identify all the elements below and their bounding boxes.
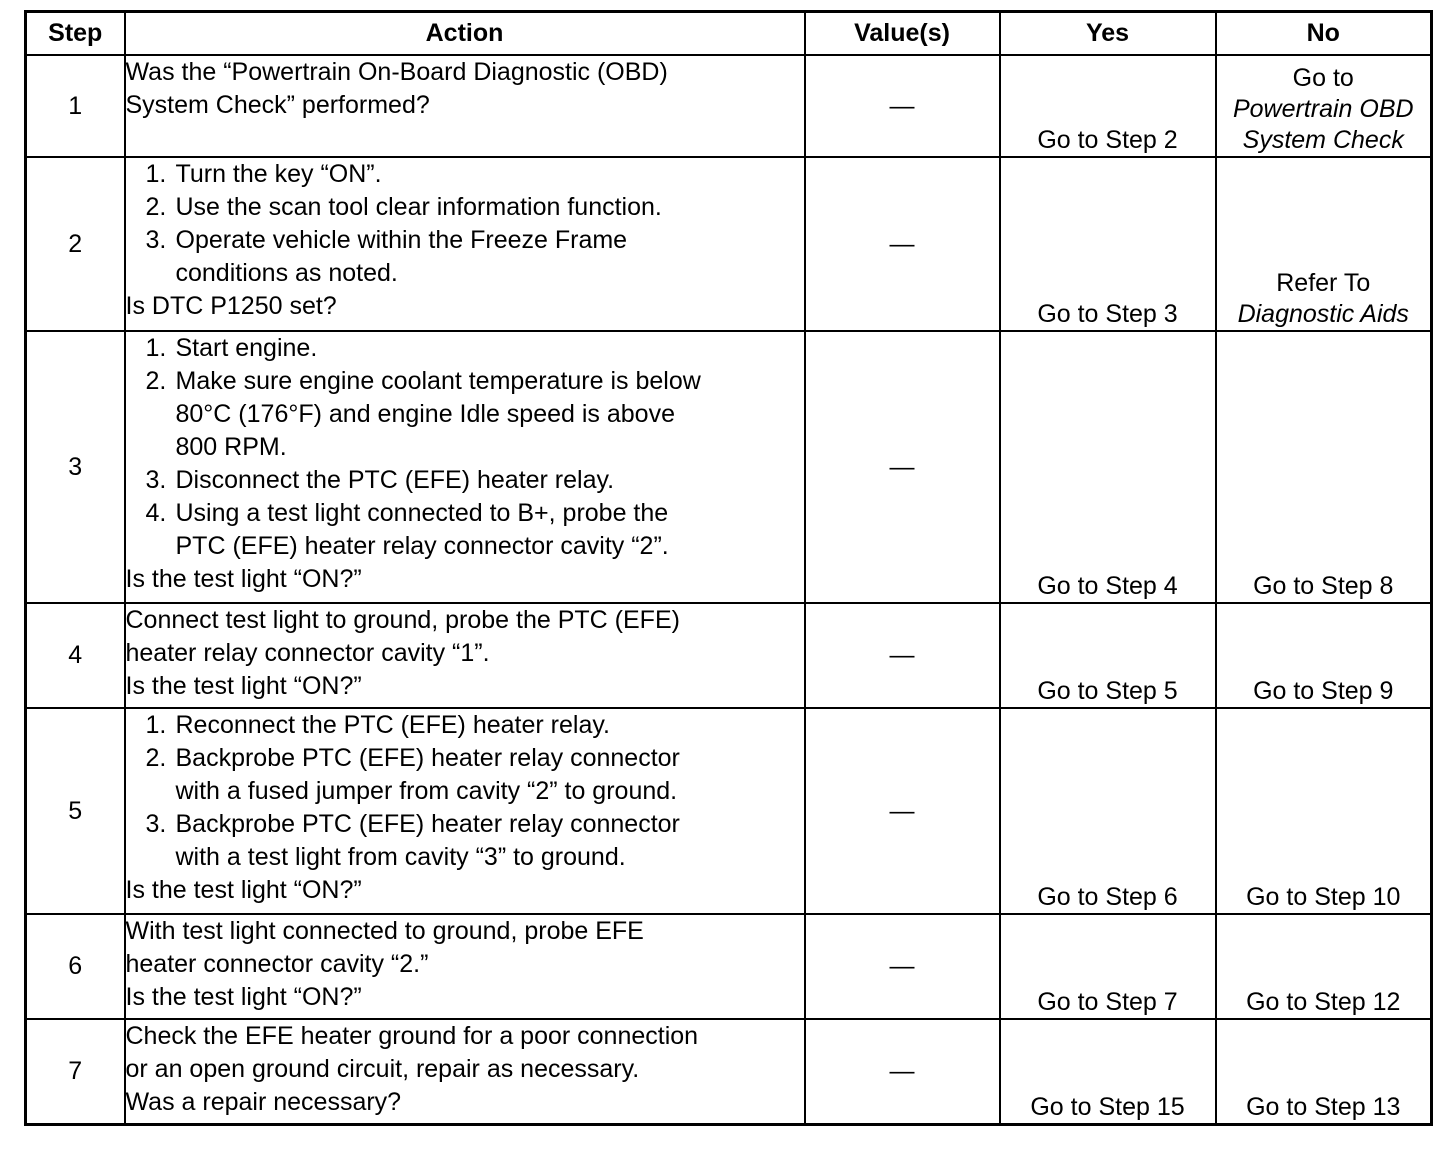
step-number: 3 [26, 331, 125, 603]
action-step-line: conditions as noted. [175, 259, 398, 287]
action-step-text [176, 365, 804, 464]
action-cell [125, 1019, 805, 1124]
action-text: Was the “Powertrain On-Board Diagnostic (OBD) [125, 58, 668, 86]
yes-result: Go to Step 4 [1037, 572, 1178, 600]
action-text: heater relay connector cavity “1”. [125, 639, 490, 667]
header-yes: Yes [1000, 12, 1216, 56]
action-step-item [146, 191, 804, 224]
no-reference: Diagnostic Aids [1237, 300, 1409, 328]
value-cell [805, 603, 1000, 708]
action-step-line: PTC (EFE) heater relay connector cavity “2”. [175, 532, 669, 560]
action-step-text [176, 191, 804, 224]
no-reference: Powertrain OBD [1232, 95, 1414, 123]
no-reference: System Check [1242, 126, 1404, 154]
action-step-item [146, 464, 804, 497]
step-number: 4 [26, 603, 125, 708]
yes-result: Go to Step 3 [1037, 300, 1178, 328]
action-step-text [176, 808, 804, 874]
value-dash: — [889, 91, 915, 120]
table-row [26, 55, 1432, 157]
value-cell [805, 55, 1000, 157]
action-step-text [176, 497, 804, 563]
value-dash: — [889, 229, 915, 258]
value-cell [805, 1019, 1000, 1124]
yes-result: Go to Step 7 [1037, 988, 1178, 1016]
header-row [26, 12, 1432, 56]
step-number: 1 [26, 55, 125, 157]
yes-result: Go to Step 6 [1037, 883, 1178, 911]
yes-result: Go to Step 2 [1037, 126, 1178, 154]
no-result: Go to Step 9 [1253, 677, 1394, 705]
action-step-text [176, 742, 804, 808]
header-values: Value(s) [805, 12, 1000, 56]
value-cell [805, 914, 1000, 1019]
yes-cell [1000, 157, 1216, 331]
action-cell [125, 708, 805, 914]
action-step-item [146, 158, 804, 191]
table-row [26, 914, 1432, 1019]
action-step-line: Backprobe PTC (EFE) heater relay connector [175, 810, 680, 838]
action-step-line: Operate vehicle within the Freeze Frame [175, 226, 628, 254]
header-no: No [1216, 12, 1432, 56]
no-result: Go to Step 10 [1246, 883, 1401, 911]
header-step: Step [26, 12, 125, 56]
no-cell [1216, 331, 1432, 603]
action-step-item [146, 742, 804, 808]
step-number: 7 [26, 1019, 125, 1124]
yes-cell [1000, 603, 1216, 708]
no-cell [1216, 55, 1432, 157]
action-step-line: Using a test light connected to B+, probe the [175, 499, 669, 527]
action-text: or an open ground circuit, repair as necessary. [125, 1055, 640, 1083]
value-cell [805, 157, 1000, 331]
action-step-line: Start engine. [175, 334, 318, 362]
action-step-number: 1. [145, 160, 167, 188]
table-row [26, 157, 1432, 331]
action-step-line: Make sure engine coolant temperature is below [175, 367, 701, 395]
action-step-line: with a fused jumper from cavity “2” to ground. [175, 777, 678, 805]
yes-cell [1000, 914, 1216, 1019]
action-step-number: 4. [145, 499, 167, 527]
no-cell [1216, 914, 1432, 1019]
diagnostic-table [24, 10, 1433, 1126]
action-question: Is the test light “ON?” [125, 565, 362, 593]
action-cell [125, 914, 805, 1019]
action-question: Is DTC P1250 set? [125, 292, 337, 320]
action-step-text [176, 332, 804, 365]
no-result: Go to Step 13 [1246, 1092, 1401, 1121]
action-question: Is the test light “ON?” [125, 672, 362, 700]
table-row [26, 708, 1432, 914]
value-cell [805, 708, 1000, 914]
no-cell [1216, 708, 1432, 914]
action-text: With test light connected to ground, probe EFE [125, 917, 644, 945]
action-step-text [176, 224, 804, 290]
action-step-line: Disconnect the PTC (EFE) heater relay. [175, 466, 615, 494]
action-steps-list [126, 158, 804, 290]
action-step-number: 3. [145, 226, 167, 254]
no-result: Refer To [1276, 269, 1371, 297]
action-step-line: Turn the key “ON”. [175, 160, 382, 188]
yes-cell [1000, 55, 1216, 157]
header-action: Action [125, 12, 805, 56]
action-step-number: 2. [145, 193, 167, 221]
action-text: heater connector cavity “2.” [125, 950, 429, 978]
action-step-line: 800 RPM. [175, 433, 287, 461]
action-question: Is the test light “ON?” [125, 983, 362, 1011]
value-cell [805, 331, 1000, 603]
action-cell [125, 157, 805, 331]
step-number: 5 [26, 708, 125, 914]
action-question: Was a repair necessary? [125, 1088, 402, 1116]
action-step-item [146, 365, 804, 464]
action-step-item [146, 709, 804, 742]
no-cell [1216, 1019, 1432, 1124]
action-step-line: with a test light from cavity “3” to ground. [175, 843, 626, 871]
action-step-line: 80°C (176°F) and engine Idle speed is above [175, 400, 675, 428]
value-dash: — [889, 796, 915, 825]
table-row [26, 1019, 1432, 1124]
action-step-line: Backprobe PTC (EFE) heater relay connector [175, 744, 680, 772]
value-dash: — [889, 1056, 915, 1085]
value-dash: — [889, 641, 915, 669]
table-body [26, 55, 1432, 1124]
yes-cell [1000, 331, 1216, 603]
no-cell [1216, 157, 1432, 331]
action-step-number: 2. [145, 744, 167, 772]
action-step-number: 1. [145, 711, 167, 739]
value-dash: — [889, 952, 915, 980]
action-step-item [146, 224, 804, 290]
step-number: 6 [26, 914, 125, 1019]
action-steps-list [126, 332, 804, 563]
action-question: Is the test light “ON?” [125, 876, 362, 904]
no-result: Go to Step 12 [1246, 988, 1401, 1016]
action-step-number: 3. [145, 466, 167, 494]
table-row [26, 603, 1432, 708]
action-step-text [176, 158, 804, 191]
step-number: 2 [26, 157, 125, 331]
action-text: Check the EFE heater ground for a poor connection [125, 1022, 699, 1050]
action-steps-list [126, 709, 804, 874]
action-step-line: Use the scan tool clear information function. [175, 193, 662, 221]
no-result: Go to [1292, 64, 1354, 92]
yes-result: Go to Step 5 [1037, 677, 1178, 705]
action-cell [125, 331, 805, 603]
action-step-number: 2. [145, 367, 167, 395]
action-step-line: Reconnect the PTC (EFE) heater relay. [175, 711, 610, 739]
action-step-text [176, 709, 804, 742]
no-result: Go to Step 8 [1253, 572, 1394, 600]
action-cell [125, 55, 805, 157]
action-step-number: 3. [145, 810, 167, 838]
action-step-text [176, 464, 804, 497]
value-dash: — [889, 452, 915, 481]
yes-cell [1000, 708, 1216, 914]
action-step-item [146, 497, 804, 563]
action-cell [125, 603, 805, 708]
action-step-item [146, 808, 804, 874]
yes-result: Go to Step 15 [1030, 1092, 1185, 1121]
action-text: System Check” performed? [125, 91, 430, 119]
yes-cell [1000, 1019, 1216, 1124]
action-step-number: 1. [145, 334, 167, 362]
action-text: Connect test light to ground, probe the PTC (EFE) [125, 606, 680, 634]
table-row [26, 331, 1432, 603]
no-cell [1216, 603, 1432, 708]
action-step-item [146, 332, 804, 365]
